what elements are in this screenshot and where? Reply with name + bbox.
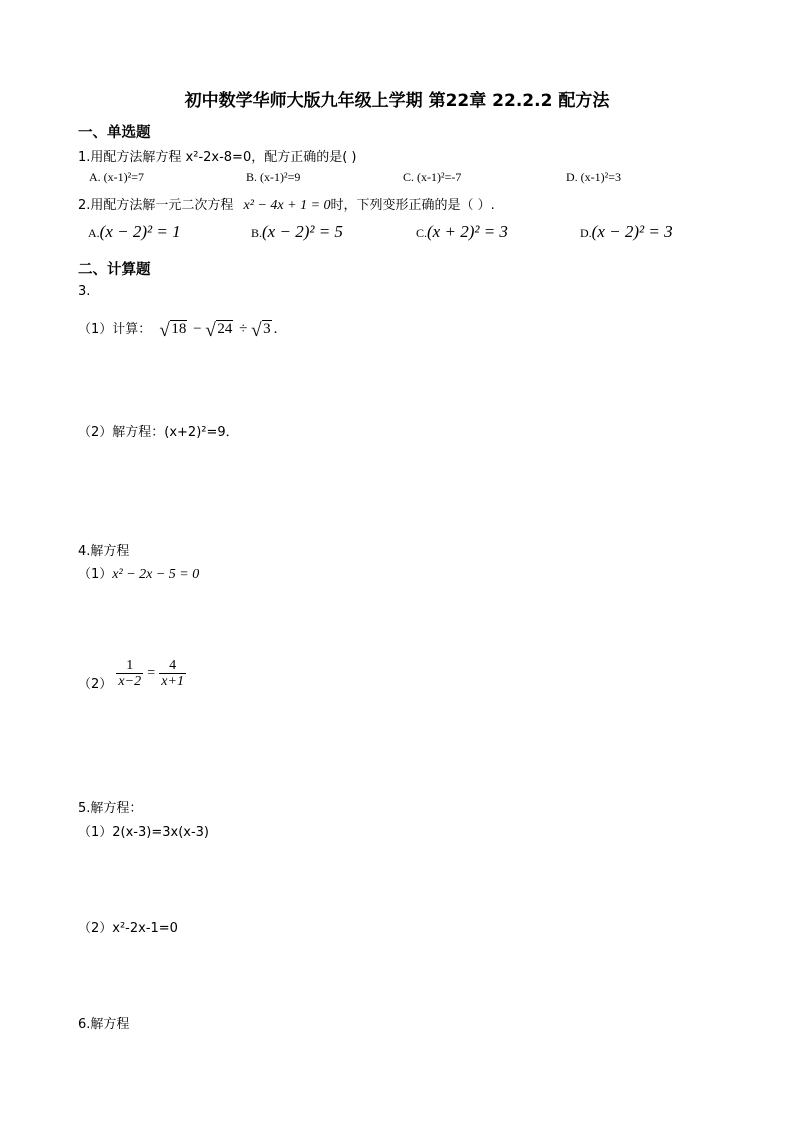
page-title: 初中数学华师大版九年级上学期 第22章 22.2.2 配方法: [184, 91, 610, 111]
question-5-part-1: （1）2(x-3)=3x(x-3): [78, 825, 209, 840]
question-4-text: 4.解方程: [78, 544, 130, 559]
question-3-part-1: [78, 318, 278, 341]
question-1-option-c: C. (x-1)²=-7: [403, 170, 462, 184]
option-math: (x − 2)² = 1: [99, 222, 181, 241]
minus-sign: −: [193, 321, 202, 337]
option-label: A.: [88, 226, 100, 240]
question-1-option-a: A. (x-1)²=7: [89, 170, 145, 184]
question-5-part-2: （2）x²-2x-1=0: [78, 921, 178, 936]
option-label: D.: [580, 226, 592, 240]
part-label: （1）计算：: [78, 322, 152, 337]
question-3-expression: √ 18 − √ 24 ÷ √ 3 .: [159, 320, 278, 341]
option-math: (x − 2)² = 5: [262, 222, 343, 241]
question-1-option-b: B. (x-1)²=9: [246, 170, 301, 184]
option-label: C.: [416, 226, 428, 240]
question-2-option-d: [580, 222, 673, 242]
fraction-left: $\frac{1}{x-2}$: [118, 658, 142, 689]
question-2-prefix: 2.用配方法解一元二次方程: [78, 198, 234, 213]
option-math: (x − 2)² = 3: [591, 222, 673, 241]
question-2-text: [78, 194, 495, 214]
equals-sign: =: [147, 665, 156, 681]
question-6-text: 6.解方程: [78, 1017, 130, 1032]
sqrt-18: √ 18: [159, 320, 187, 341]
question-4-part-2: [78, 658, 186, 692]
question-2-option-b: [251, 222, 343, 242]
question-3-part-2: （2）解方程：(x+2)²=9．: [78, 425, 239, 440]
option-math: (x + 2)² = 3: [427, 222, 508, 241]
sqrt-3: √ 3: [251, 320, 271, 341]
question-1-option-d: D. (x-1)²=3: [566, 170, 622, 184]
question-5-text: 5.解方程：: [78, 801, 143, 816]
part-label: （2）: [78, 677, 113, 692]
fraction-right: $\frac{4}{x+1}$: [161, 658, 184, 689]
question-2-option-c: [416, 222, 508, 242]
question-3-number: 3.: [78, 284, 91, 299]
option-label: B.: [251, 226, 263, 240]
question-2-suffix: 时，下列变形正确的是（ ）.: [330, 198, 495, 213]
part-label: （1）: [78, 567, 113, 582]
sqrt-24: √ 24: [205, 320, 233, 341]
question-4-part-1: [78, 563, 199, 583]
section-single-choice: 一、单选题: [78, 125, 151, 141]
question-4-equation: x² − 2x − 5 = 0: [112, 567, 200, 582]
divide-sign: ÷: [239, 321, 248, 337]
question-1-text: 1.用配方法解方程 x²-2x-8=0，配方正确的是( ): [78, 150, 357, 165]
question-2-option-a: [88, 222, 181, 242]
section-calculation: 二、计算题: [78, 262, 151, 278]
question-2-equation: x² − 4x + 1 = 0: [243, 198, 331, 213]
